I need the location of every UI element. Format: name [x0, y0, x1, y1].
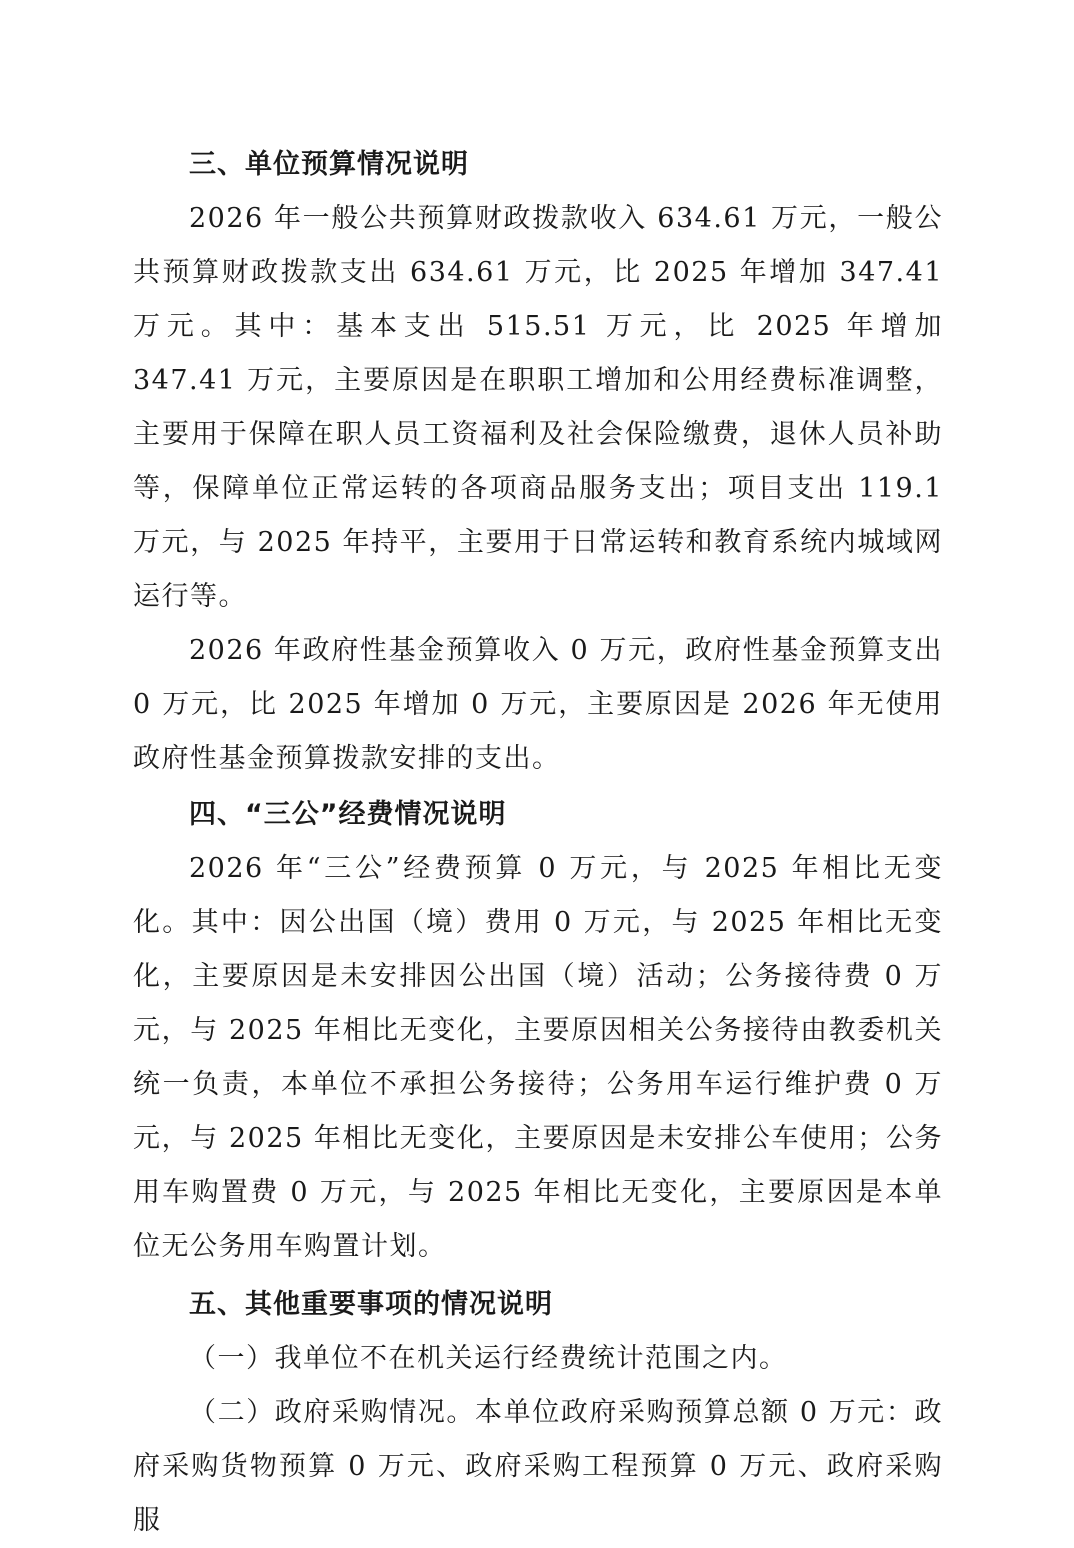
- section-heading-unit-budget: 三、单位预算情况说明: [189, 149, 469, 180]
- paragraph-operating-costs: （一）我单位不在机关运行经费统计范围之内。: [189, 1343, 788, 1374]
- section-heading-three-public: 四、“三公”经费情况说明: [189, 799, 507, 830]
- document-page: [133, 138, 943, 1548]
- section-heading-other-matters: 五、其他重要事项的情况说明: [189, 1289, 553, 1320]
- paragraph-three-public: 2026 年“三公”经费预算 0 万元，与 2025 年相比无变化。其中：因公出国（境）费用 0 万元，与 2025 年相比无变化，主要原因是未安排因公出国（境）活动；公务接待费 0 万元，与 2025 年相比无变化，主要原因相关公务接待由教委机关统一负责，本单位不承担公务接待；公务用车运行维护费 0 万元，与 2025 年相比无变化，主要原因是未安排公车使用；公务用车购置费 0 万元，与 2025 年相比无变化，主要原因是本单位无公务用车购置计划。: [133, 853, 943, 1262]
- paragraph-general-budget: 2026 年一般公共预算财政拨款收入 634.61 万元，一般公共预算财政拨款支出 634.61 万元，比 2025 年增加 347.41 万元。其中：基本支出 515.51 万元，比 2025 年增加 347.41 万元，主要原因是在职职工增加和公用经费标准调整，主要用于保障在职人员工资福利及社会保险缴费，退休人员补助等，保障单位正常运转的各项商品服务支出；项目支出 119.1 万元，与 2025 年持平，主要用于日常运转和教育系统内城域网运行等。: [133, 203, 943, 612]
- paragraph-procurement: （二）政府采购情况。本单位政府采购预算总额 0 万元：政府采购货物预算 0 万元、政府采购工程预算 0 万元、政府采购服: [133, 1397, 943, 1536]
- paragraph-fund-budget: 2026 年政府性基金预算收入 0 万元，政府性基金预算支出 0 万元，比 2025 年增加 0 万元，主要原因是 2026 年无使用政府性基金预算拨款安排的支出。: [133, 635, 943, 774]
